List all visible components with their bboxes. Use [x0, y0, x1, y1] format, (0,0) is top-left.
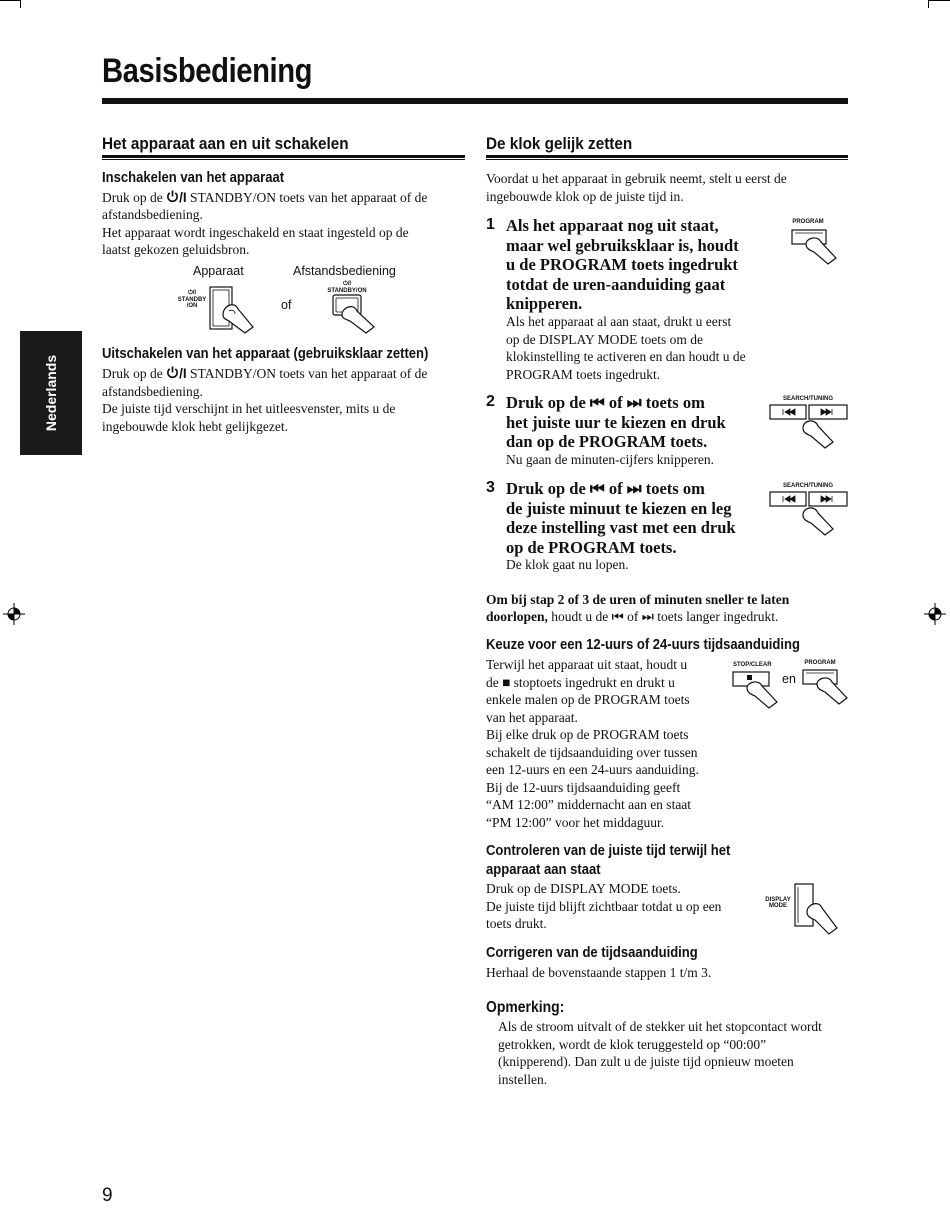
switch-on-line-1: Druk op de /I STANDBY/ON toets van het apparaat of de	[102, 190, 428, 205]
page-title: Basisbediening	[102, 52, 313, 90]
crop-mark	[928, 0, 950, 1]
subheading-12-24: Keuze voor een 12-uurs of 24-uurs tijdsaanduiding	[486, 637, 800, 653]
tip-line-2: doorlopen, houdt u de ⏮ of ⏭ toets langer ingedrukt.	[486, 609, 779, 624]
program-button-hand-icon	[790, 228, 840, 264]
switch-on-line-2: afstandsbediening.	[102, 207, 203, 222]
section-rule	[486, 155, 848, 158]
display-mode-fig-label: DISPLAY MODE	[765, 897, 791, 909]
switch-on-line-3: Het apparaat wordt ingeschakeld en staat ingesteld op de	[102, 225, 409, 240]
program-button-hand-icon	[801, 668, 851, 704]
mode-text: Terwijl het apparaat uit staat, houdt u de ■ stoptoets ingedrukt en drukt u enkele malen op de PROGRAM toets van het apparaat. Bij elke druk op de PROGRAM toets schakelt de tijdsaanduiding over tussen een 12-uurs en een 24-uurs aanduiding. Bij de 12-uurs tijdsaanduiding geeft “AM 12:00” middernacht aan en staat “PM 12:00” voor het middaguur.	[486, 657, 699, 830]
check-text: Druk op de DISPLAY MODE toets. De juiste tijd blijft zichtbaar totdat u op een toets drukt.	[486, 881, 722, 931]
switch-off-line-3: De juiste tijd verschijnt in het uitleesvenster, mits u de	[102, 401, 396, 416]
step-number: 1	[486, 216, 495, 233]
remote-power-button-hand-icon	[330, 293, 380, 333]
step-2-text: Nu gaan de minuten-cijfers knipperen.	[506, 452, 715, 467]
crop-mark	[928, 0, 929, 8]
subheading-switch-on: Inschakelen van het apparaat	[102, 170, 285, 186]
step-2-bold: Druk op de ⏮ of ⏭ toets om het juiste uur te kiezen en druk dan op de PROGRAM toets.	[506, 393, 726, 451]
step-3-text: De klok gaat nu lopen.	[506, 557, 629, 572]
language-tab	[20, 331, 82, 455]
registration-mark-icon	[924, 603, 946, 625]
correct-text: Herhaal de bovenstaande stappen 1 t/m 3.	[486, 965, 712, 980]
figure-label-unit: Apparaat	[193, 264, 244, 278]
step-3-bold: Druk op de ⏮ of ⏭ toets om de juiste minuut te kiezen en leg deze instelling vast met een druk op de PROGRAM toets.	[506, 479, 736, 557]
subheading-correct-time: Corrigeren van de tijdsaanduiding	[486, 945, 698, 961]
section-title-clock: De klok gelijk zetten	[486, 134, 633, 153]
search-tuning-fig-label: SEARCH/TUNING	[782, 483, 833, 489]
stop-button-hand-icon	[731, 670, 781, 710]
tip-line-1: Om bij stap 2 of 3 de uren of minuten sneller te laten	[486, 592, 790, 607]
display-mode-button-hand-icon	[793, 882, 843, 938]
program-fig-label: PROGRAM	[804, 660, 836, 666]
program-fig-label: PROGRAM	[792, 219, 824, 225]
stop-clear-fig-label: STOP/CLEAR	[733, 662, 772, 668]
step-number: 3	[486, 479, 495, 496]
language-tab-label: Nederlands	[43, 354, 59, 432]
step-1-text: Als het apparaat al aan staat, drukt u eerst op de DISPLAY MODE toets om de klokinstelling te activeren en dan houdt u de PROGRAM toets ingedrukt.	[506, 314, 746, 382]
section-title-power: Het apparaat aan en uit schakelen	[102, 134, 349, 153]
subheading-check-time: Controleren van de juiste tijd terwijl het	[486, 843, 731, 859]
remote-button-label: ⏻/I STANDBY/ON	[327, 281, 367, 294]
step-number: 2	[486, 393, 495, 410]
power-icon	[166, 190, 179, 203]
unit-button-label: ⏻/I STANDBY /ON	[177, 290, 207, 309]
registration-mark-icon	[3, 603, 25, 625]
page-number: 9	[102, 1185, 113, 1206]
switch-off-line-2: afstandsbediening.	[102, 384, 203, 399]
search-tuning-buttons-hand-icon	[769, 491, 849, 535]
figure-and-label: en	[782, 672, 796, 686]
subheading-check-time-2: apparaat aan staat	[486, 862, 601, 878]
switch-on-line-4: laatst gekozen geluidsbron.	[102, 242, 250, 257]
step-1-bold: Als het apparaat nog uit staat, maar wel gebruiksklaar is, houdt u de PROGRAM toets ingedrukt totdat de uren-aanduiding gaat knipperen.	[506, 216, 739, 313]
figure-or-label: of	[281, 298, 292, 312]
note-text: Als de stroom uitvalt of de stekker uit het stopcontact wordt getrokken, wordt de klok teruggesteld op “00:00” (knipperend). Dan zult u de juiste tijd opnieuw moeten instellen.	[498, 1019, 822, 1087]
search-tuning-fig-label: SEARCH/TUNING	[782, 396, 833, 402]
search-tuning-buttons-hand-icon	[769, 404, 849, 448]
switch-off-line-1: Druk op de /I STANDBY/ON toets van het apparaat of de	[102, 366, 428, 381]
crop-mark	[0, 0, 20, 1]
power-icon	[166, 366, 179, 379]
intro-line-2: ingebouwde klok op de juiste tijd in.	[486, 189, 684, 204]
subheading-switch-off: Uitschakelen van het apparaat (gebruiksklaar zetten)	[102, 346, 429, 362]
note-heading: Opmerking:	[486, 999, 565, 1016]
switch-off-line-4: ingebouwde klok hebt gelijkgezet.	[102, 419, 288, 434]
title-rule	[102, 98, 848, 104]
section-rule	[102, 155, 465, 158]
unit-power-button-hand-icon	[205, 285, 260, 335]
figure-label-remote: Afstandsbediening	[293, 264, 396, 278]
intro-line-1: Voordat u het apparaat in gebruik neemt, stelt u eerst de	[486, 171, 787, 186]
crop-mark	[20, 0, 21, 8]
